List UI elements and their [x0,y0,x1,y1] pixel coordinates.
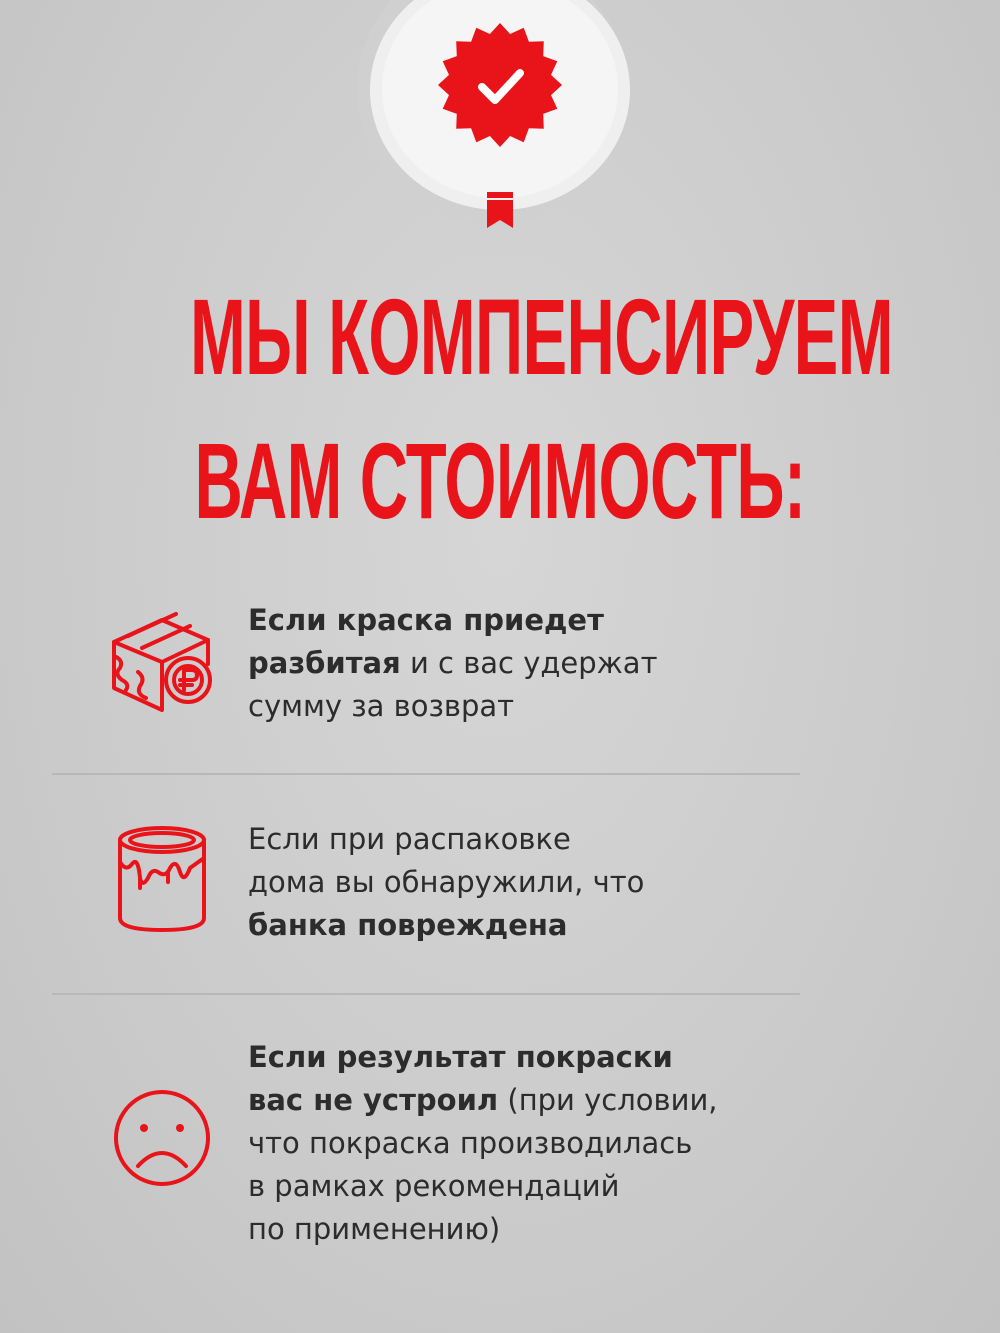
item-2-line-1: Если при распаковке [248,822,571,856]
check-badge-icon [430,15,570,155]
item-1-line-1: Если краска приедет [248,603,604,637]
sad-face-icon [110,1086,214,1190]
divider-2 [52,993,800,995]
paint-can-icon [110,822,214,934]
headline-line-2: ВАМ СТОИМОСТЬ: [194,420,806,541]
bookmark-ribbon-icon [487,192,513,228]
item-2-line-2: дома вы обнаружили, что [248,865,645,899]
item-1-line-2: разбитая и с вас удержат [248,646,658,680]
item-1-line-3: сумму за возврат [248,689,515,723]
item-broken-paint [248,599,657,728]
item-3-line-3: что покраска производилась [248,1126,693,1160]
broken-box-icon [108,606,216,714]
item-3-line-1: Если результат покраски [248,1040,673,1074]
item-2-line-3: банка повреждена [248,908,568,942]
item-damaged-can [248,818,644,947]
divider-1 [52,773,800,775]
item-3-line-2: вас не устроил (при условии, [248,1083,718,1117]
headline-line-1: МЫ КОМПЕНСИРУЕМ [190,276,893,397]
item-3-line-5: по применению) [248,1212,501,1246]
item-unsatisfied-result [248,1036,718,1251]
item-3-line-4: в рамках рекомендаций [248,1169,620,1203]
